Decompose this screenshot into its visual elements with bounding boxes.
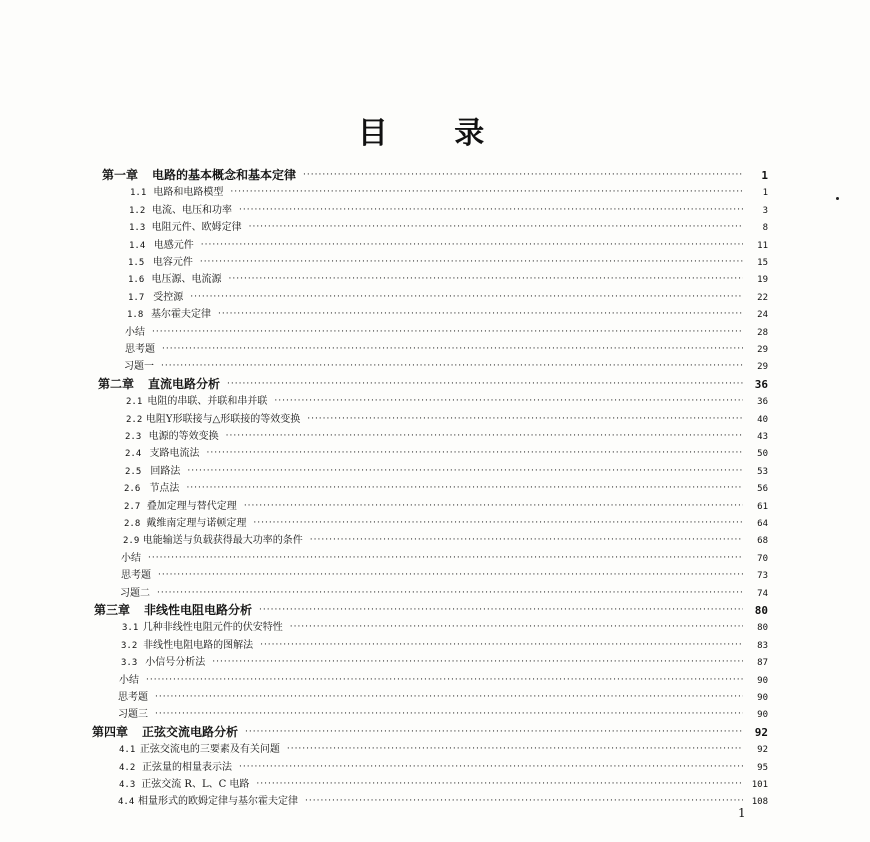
page-title: 目 录 [357, 116, 513, 151]
section-number: 4.4 [118, 797, 135, 807]
toc-entry [123, 531, 768, 548]
toc-entry [127, 305, 768, 322]
entry-title: 电阻的串联、并联和串并联 [147, 396, 268, 407]
entry-title: 小结 [121, 553, 141, 564]
toc-entry [129, 218, 768, 235]
entry-title: 非线性电阻电路的图解法 [143, 640, 254, 651]
leader-dots [244, 501, 743, 511]
entry-page-number: 1 [761, 169, 768, 182]
entry-title: 回路法 [150, 466, 181, 477]
entry-page-number: 95 [757, 763, 768, 773]
toc-entry [129, 201, 768, 218]
toc-entry [121, 549, 768, 566]
entry-title: 几种非线性电阻元件的伏安特性 [142, 622, 283, 633]
entry-title: 电源的等效变换 [148, 431, 219, 442]
entry-title: 电能输送与负载获得最大功率的条件 [142, 535, 303, 546]
toc-entry [128, 270, 768, 287]
section-number: 4.2 [119, 763, 136, 773]
section-number: 3.3 [121, 658, 138, 668]
toc-chapter [94, 601, 768, 618]
leader-dots [239, 762, 743, 772]
leader-dots [152, 327, 743, 337]
toc-entry [125, 340, 768, 357]
entry-title: 思考题 [121, 570, 151, 581]
section-number: 2.1 [126, 397, 143, 407]
leader-dots [158, 570, 743, 580]
entry-title: 正弦量的相量表示法 [142, 762, 233, 773]
entry-page-number: 29 [757, 345, 768, 355]
toc-entry [124, 357, 768, 374]
entry-title: 习题一 [124, 361, 154, 372]
toc-entry [124, 514, 768, 531]
toc-chapter [98, 375, 768, 392]
section-number: 2.7 [124, 502, 141, 512]
entry-page-number: 101 [751, 780, 768, 790]
section-number: 1.6 [128, 275, 145, 285]
toc-entry [129, 236, 768, 253]
section-number: 4.3 [119, 780, 136, 790]
entry-title: 电感元件 [153, 240, 194, 251]
entry-title: 小结 [125, 327, 145, 338]
leader-dots [162, 344, 743, 354]
section-number: 4.1 [119, 745, 136, 755]
entry-title: 受控源 [153, 292, 184, 303]
entry-page-number: 90 [757, 710, 768, 720]
entry-page-number: 70 [757, 554, 768, 564]
entry-page-number: 50 [757, 449, 768, 459]
leader-dots [229, 274, 743, 284]
entry-page-number: 3 [762, 206, 768, 216]
toc-entry [125, 427, 768, 444]
leader-dots [146, 675, 743, 685]
toc-entry [118, 705, 768, 722]
toc-entry [119, 671, 768, 688]
toc-entry [119, 740, 768, 757]
leader-dots [201, 240, 743, 250]
leader-dots [187, 466, 743, 476]
toc-entry [125, 323, 768, 340]
entry-page-number: 108 [751, 797, 768, 807]
toc-entry [125, 444, 768, 461]
entry-title: 直流电路分析 [148, 377, 221, 391]
chapter-number: 第四章 [92, 725, 129, 739]
leader-dots [186, 483, 743, 493]
leader-dots [260, 640, 743, 650]
section-number: 2.9 [123, 536, 140, 546]
leader-dots [155, 692, 743, 702]
section-number: 2.5 [125, 467, 142, 477]
entry-page-number: 22 [757, 293, 768, 303]
leader-dots [239, 205, 743, 215]
chapter-number: 第一章 [102, 168, 139, 182]
toc-entry [118, 792, 768, 809]
page-number: 1 [738, 806, 746, 820]
leader-dots [212, 657, 743, 667]
entry-page-number: 43 [757, 432, 768, 442]
leader-dots [230, 187, 743, 197]
entry-page-number: 24 [757, 310, 768, 320]
entry-page-number: 92 [754, 726, 768, 739]
leader-dots [227, 379, 743, 389]
entry-title: 电容元件 [152, 257, 193, 268]
entry-title: 相量形式的欧姆定律与基尔霍夫定律 [138, 796, 299, 807]
toc-entry [126, 392, 768, 409]
leader-dots [245, 727, 743, 737]
leader-dots [305, 796, 743, 806]
scan-speck [836, 197, 839, 200]
entry-title: 正弦交流电路分析 [142, 725, 239, 739]
leader-dots [190, 292, 743, 302]
entry-page-number: 90 [757, 676, 768, 686]
toc-entry [121, 636, 768, 653]
entry-page-number: 40 [757, 415, 768, 425]
toc-entry [124, 479, 768, 496]
entry-page-number: 29 [757, 362, 768, 372]
leader-dots [303, 170, 743, 180]
section-number: 2.2 [126, 415, 143, 425]
leader-dots [287, 744, 743, 754]
entry-title: 小信号分析法 [145, 657, 206, 668]
entry-page-number: 56 [757, 484, 768, 494]
toc-entry [130, 183, 768, 200]
leader-dots [249, 222, 743, 232]
entry-page-number: 68 [757, 536, 768, 546]
entry-page-number: 80 [754, 604, 768, 617]
entry-page-number: 74 [757, 589, 768, 599]
entry-page-number: 87 [757, 658, 768, 668]
section-number: 2.4 [125, 449, 142, 459]
chapter-number: 第二章 [98, 377, 135, 391]
leader-dots [259, 605, 743, 615]
entry-page-number: 28 [757, 328, 768, 338]
entry-page-number: 80 [757, 623, 768, 633]
leader-dots [310, 535, 743, 545]
toc-entry [128, 288, 768, 305]
toc-entry [119, 775, 768, 792]
section-number: 1.1 [130, 188, 147, 198]
section-number: 1.4 [129, 241, 146, 251]
entry-page-number: 64 [757, 519, 768, 529]
toc-entry [121, 653, 768, 670]
entry-page-number: 1 [762, 188, 768, 198]
toc-entry [122, 618, 768, 635]
toc-entry [120, 584, 768, 601]
leader-dots [290, 622, 743, 632]
leader-dots [200, 257, 743, 267]
entry-page-number: 15 [757, 258, 768, 268]
toc-entry [125, 462, 768, 479]
leader-dots [274, 396, 743, 406]
entry-title: 习题三 [118, 709, 148, 720]
leader-dots [218, 309, 743, 319]
entry-title: 电压源、电流源 [151, 274, 222, 285]
entry-title: 思考题 [125, 344, 155, 355]
entry-page-number: 11 [757, 241, 768, 251]
entry-title: 电路和电路模型 [153, 187, 224, 198]
entry-page-number: 36 [757, 397, 768, 407]
section-number: 2.3 [125, 432, 142, 442]
leader-dots [253, 518, 743, 528]
leader-dots [161, 361, 743, 371]
entry-title: 支路电流法 [149, 448, 200, 459]
entry-title: 基尔霍夫定律 [151, 309, 211, 320]
entry-title: 非线性电阻电路分析 [144, 603, 253, 617]
leader-dots [256, 779, 743, 789]
entry-title: 正弦交流电的三要素及有关问题 [139, 744, 280, 755]
entry-title: 电阻元件、欧姆定律 [151, 222, 242, 233]
entry-page-number: 53 [757, 467, 768, 477]
entry-page-number: 92 [757, 745, 768, 755]
entry-title: 电阻Y形联接与△形联接的等效变换 [145, 414, 301, 425]
entry-page-number: 90 [757, 693, 768, 703]
entry-title: 习题二 [120, 588, 150, 599]
section-number: 1.3 [129, 223, 146, 233]
section-number: 1.8 [127, 310, 144, 320]
entry-page-number: 19 [757, 275, 768, 285]
leader-dots [207, 448, 743, 458]
entry-title: 电路的基本概念和基本定律 [152, 168, 297, 182]
entry-page-number: 61 [757, 502, 768, 512]
leader-dots [148, 553, 743, 563]
entry-title: 小结 [119, 675, 139, 686]
toc-entry [124, 497, 768, 514]
leader-dots [226, 431, 743, 441]
toc-entry [118, 688, 768, 705]
toc-entry [119, 758, 768, 775]
toc-entry [128, 253, 768, 270]
entry-title: 思考题 [118, 692, 148, 703]
section-number: 1.2 [129, 206, 146, 216]
section-number: 1.7 [128, 293, 145, 303]
leader-dots [307, 414, 743, 424]
toc-chapter [102, 166, 768, 183]
chapter-number: 第三章 [94, 603, 131, 617]
section-number: 3.2 [121, 641, 138, 651]
entry-title: 电流、电压和功率 [152, 205, 233, 216]
entry-title: 节点法 [149, 483, 180, 494]
leader-dots [155, 709, 743, 719]
section-number: 3.1 [122, 623, 139, 633]
toc-entry [126, 410, 768, 427]
entry-page-number: 36 [754, 378, 768, 391]
entry-page-number: 83 [757, 641, 768, 651]
entry-title: 正弦交流 R、L、C 电路 [141, 779, 250, 790]
toc-entry [121, 566, 768, 583]
entry-page-number: 73 [757, 571, 768, 581]
section-number: 2.8 [124, 519, 141, 529]
entry-title: 叠加定理与替代定理 [146, 501, 237, 512]
entry-page-number: 8 [762, 223, 768, 233]
toc-chapter [92, 723, 768, 740]
section-number: 1.5 [128, 258, 145, 268]
section-number: 2.6 [124, 484, 141, 494]
entry-title: 戴维南定理与诺顿定理 [146, 518, 247, 529]
leader-dots [157, 588, 743, 598]
